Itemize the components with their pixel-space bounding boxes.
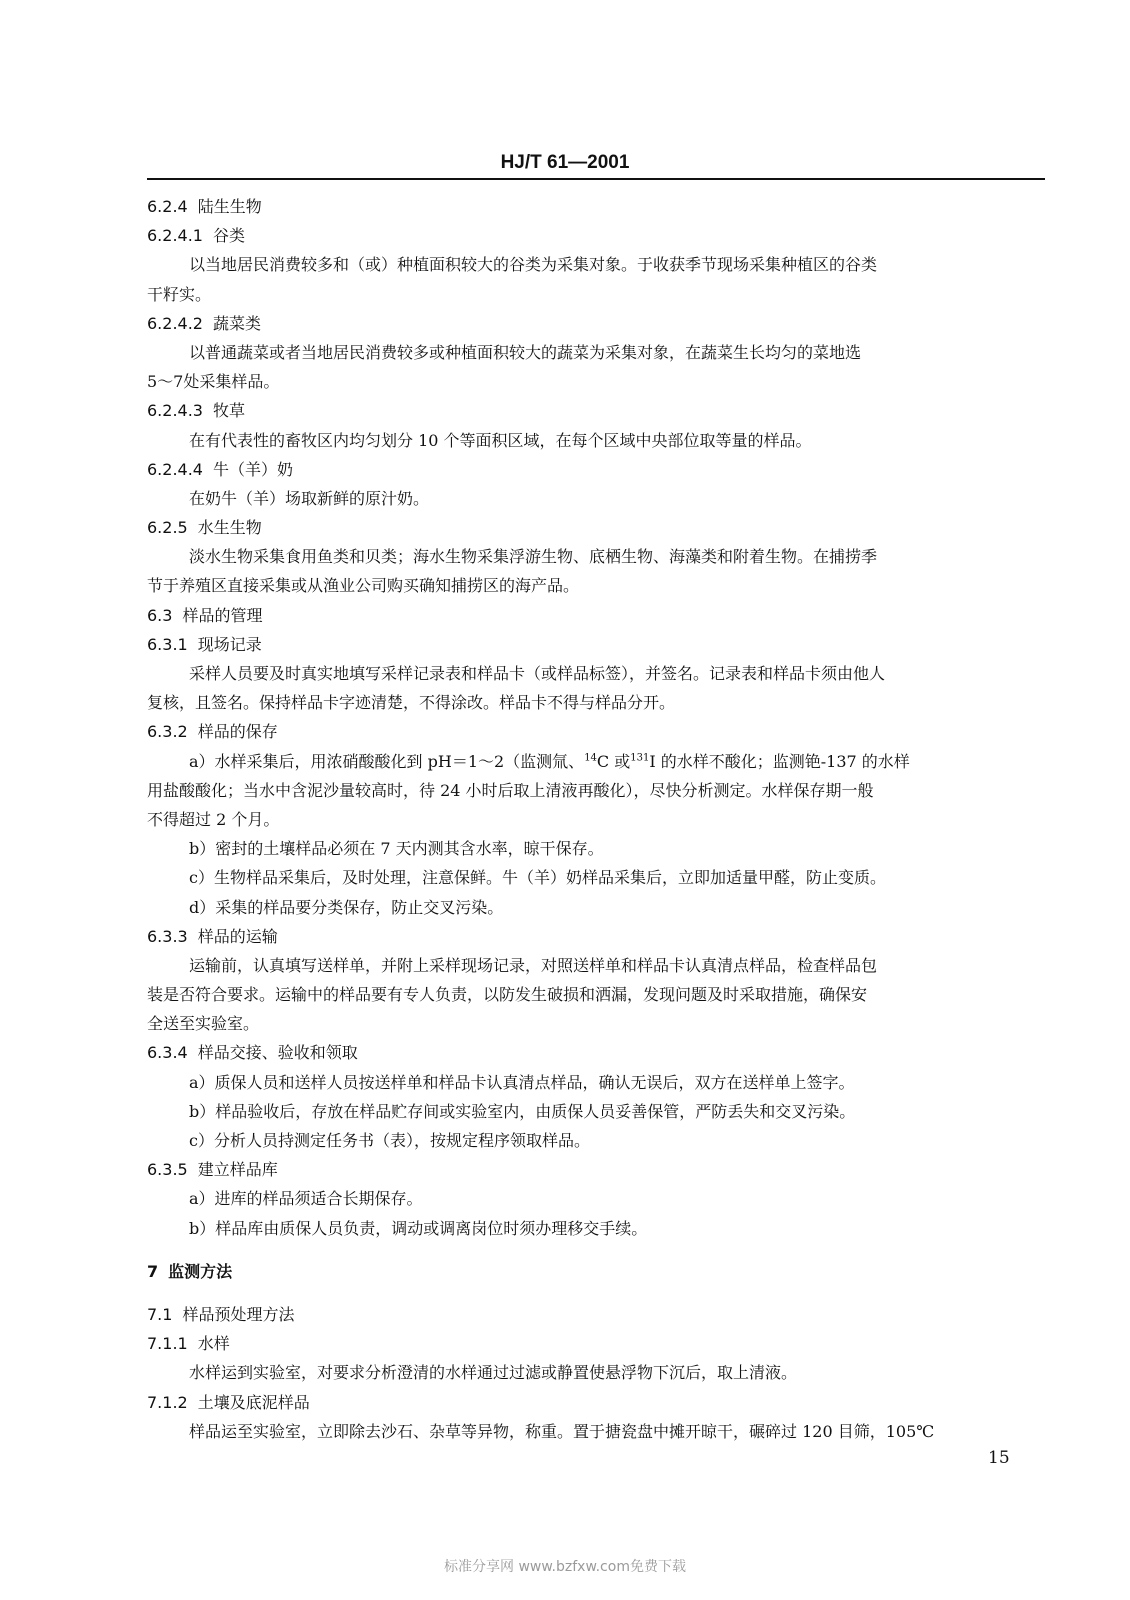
- paragraph-line: 在奶牛（羊）场取新鲜的原汁奶。: [189, 488, 430, 508]
- list-item-b: b）样品库由质保人员负责，调动或调离岗位时须办理移交手续。: [189, 1218, 648, 1238]
- heading-6-3-3: 6.3.3 样品的运输: [147, 926, 278, 946]
- heading-6-3-1: 6.3.1 现场记录: [147, 634, 262, 654]
- list-item-a: a）水样采集后，用浓硝酸酸化到 pH＝1～2（监测氚、$^{14}$C 或$^{131}$I 的水样不酸化；监测铯-137 的水样: [189, 751, 910, 771]
- paragraph-line: 干籽实。: [147, 284, 212, 304]
- paragraph-line: 水样运到实验室，对要求分析澄清的水样通过过滤或静置使悬浮物下沉后，取上清液。: [189, 1363, 798, 1383]
- heading-6-3-2: 6.3.2 样品的保存: [147, 722, 278, 742]
- document-body: [147, 192, 1047, 1446]
- paragraph-line: 运输前，认真填写送样单，并附上采样现场记录，对照送样单和样品卡认真清点样品，检查样品包: [189, 955, 878, 975]
- paragraph-line: 在有代表性的畜牧区内均匀划分 10 个等面积区域，在每个区域中央部位取等量的样品。: [189, 430, 812, 450]
- spacer: [147, 1286, 1047, 1300]
- list-item-b: b）样品验收后，存放在样品贮存间或实验室内，由质保人员妥善保管，严防丢失和交叉污染。: [189, 1101, 856, 1121]
- heading-7-1-2: 7.1.2 土壤及底泥样品: [147, 1392, 310, 1412]
- heading-6-3: 6.3 样品的管理: [147, 605, 263, 625]
- heading-6-2-4-1: 6.2.4.1 谷类: [147, 226, 245, 246]
- paragraph-line: 5～7处采集样品。: [147, 372, 280, 392]
- heading-7-1: 7.1 样品预处理方法: [147, 1304, 295, 1324]
- paragraph-line: 不得超过 2 个月。: [147, 809, 280, 829]
- paragraph-line: 淡水生物采集食用鱼类和贝类；海水生物采集浮游生物、底栖生物、海藻类和附着生物。在捕捞季: [189, 547, 878, 567]
- list-item-d: d）采集的样品要分类保存，防止交叉污染。: [189, 897, 504, 917]
- paragraph-line: 以当地居民消费较多和（或）种植面积较大的谷类为采集对象。于收获季节现场采集种植区的谷类: [189, 255, 878, 275]
- page-number: 15: [988, 1448, 1010, 1468]
- paragraph-line: 采样人员要及时真实地填写采样记录表和样品卡（或样品标签），并签名。记录表和样品卡须由他人: [189, 664, 886, 683]
- paragraph-line: 装是否符合要求。运输中的样品要有专人负责，以防发生破损和洒漏，发现问题及时采取措施，确保安: [147, 985, 868, 1005]
- paragraph-line: 样品运至实验室，立即除去沙石、杂草等异物，称重。置于搪瓷盘中摊开晾干，碾碎过 120 目筛，105℃: [189, 1421, 935, 1441]
- list-item-a: a）质保人员和送样人员按送样单和样品卡认真清点样品，确认无误后，双方在送样单上签字。: [189, 1072, 855, 1092]
- spacer: [147, 1243, 1047, 1257]
- watermark-footer: 标准分享网 www.bzfxw.com免费下载: [444, 1559, 686, 1575]
- heading-6-2-5: 6.2.5 水生生物: [147, 518, 262, 538]
- list-item-c: c）生物样品采集后，及时处理，注意保鲜。牛（羊）奶样品采集后，立即加适量甲醛，防止变质。: [189, 868, 886, 888]
- paragraph-line: 用盐酸酸化；当水中含泥沙量较高时，待 24 小时后取上清液再酸化），尽快分析测定。水样保存期一般: [147, 780, 874, 800]
- paragraph-line: 以普通蔬菜或者当地居民消费较多或种植面积较大的蔬菜为采集对象，在蔬菜生长均匀的菜地选: [189, 342, 862, 362]
- heading-6-2-4-4: 6.2.4.4 牛（羊）奶: [147, 459, 293, 479]
- list-item-b: b）密封的土壤样品必须在 7 天内测其含水率，晾干保存。: [189, 839, 604, 859]
- paragraph-line: 全送至实验室。: [147, 1014, 260, 1034]
- heading-6-3-4: 6.3.4 样品交接、验收和领取: [147, 1043, 358, 1063]
- heading-6-2-4-3: 6.2.4.3 牧草: [147, 401, 245, 421]
- heading-6-3-5: 6.3.5 建立样品库: [147, 1160, 278, 1180]
- heading-7-1-1: 7.1.1 水样: [147, 1334, 230, 1354]
- paragraph-line: 复核，且签名。保持样品卡字迹清楚，不得涂改。样品卡不得与样品分开。: [147, 693, 676, 713]
- heading-7: 7 监测方法: [147, 1261, 233, 1281]
- paragraph-line: 节于养殖区直接采集或从渔业公司购买确知捕捞区的海产品。: [147, 576, 580, 596]
- list-item-c: c）分析人员持测定任务书（表），按规定程序领取样品。: [189, 1131, 590, 1150]
- list-item-a: a）进库的样品须适合长期保存。: [189, 1189, 423, 1209]
- standard-code: HJ/T 61—2001: [500, 152, 630, 173]
- heading-6-2-4: 6.2.4 陆生生物: [147, 197, 262, 216]
- heading-6-2-4-2: 6.2.4.2 蔬菜类: [147, 313, 261, 333]
- header-rule: [147, 178, 1045, 180]
